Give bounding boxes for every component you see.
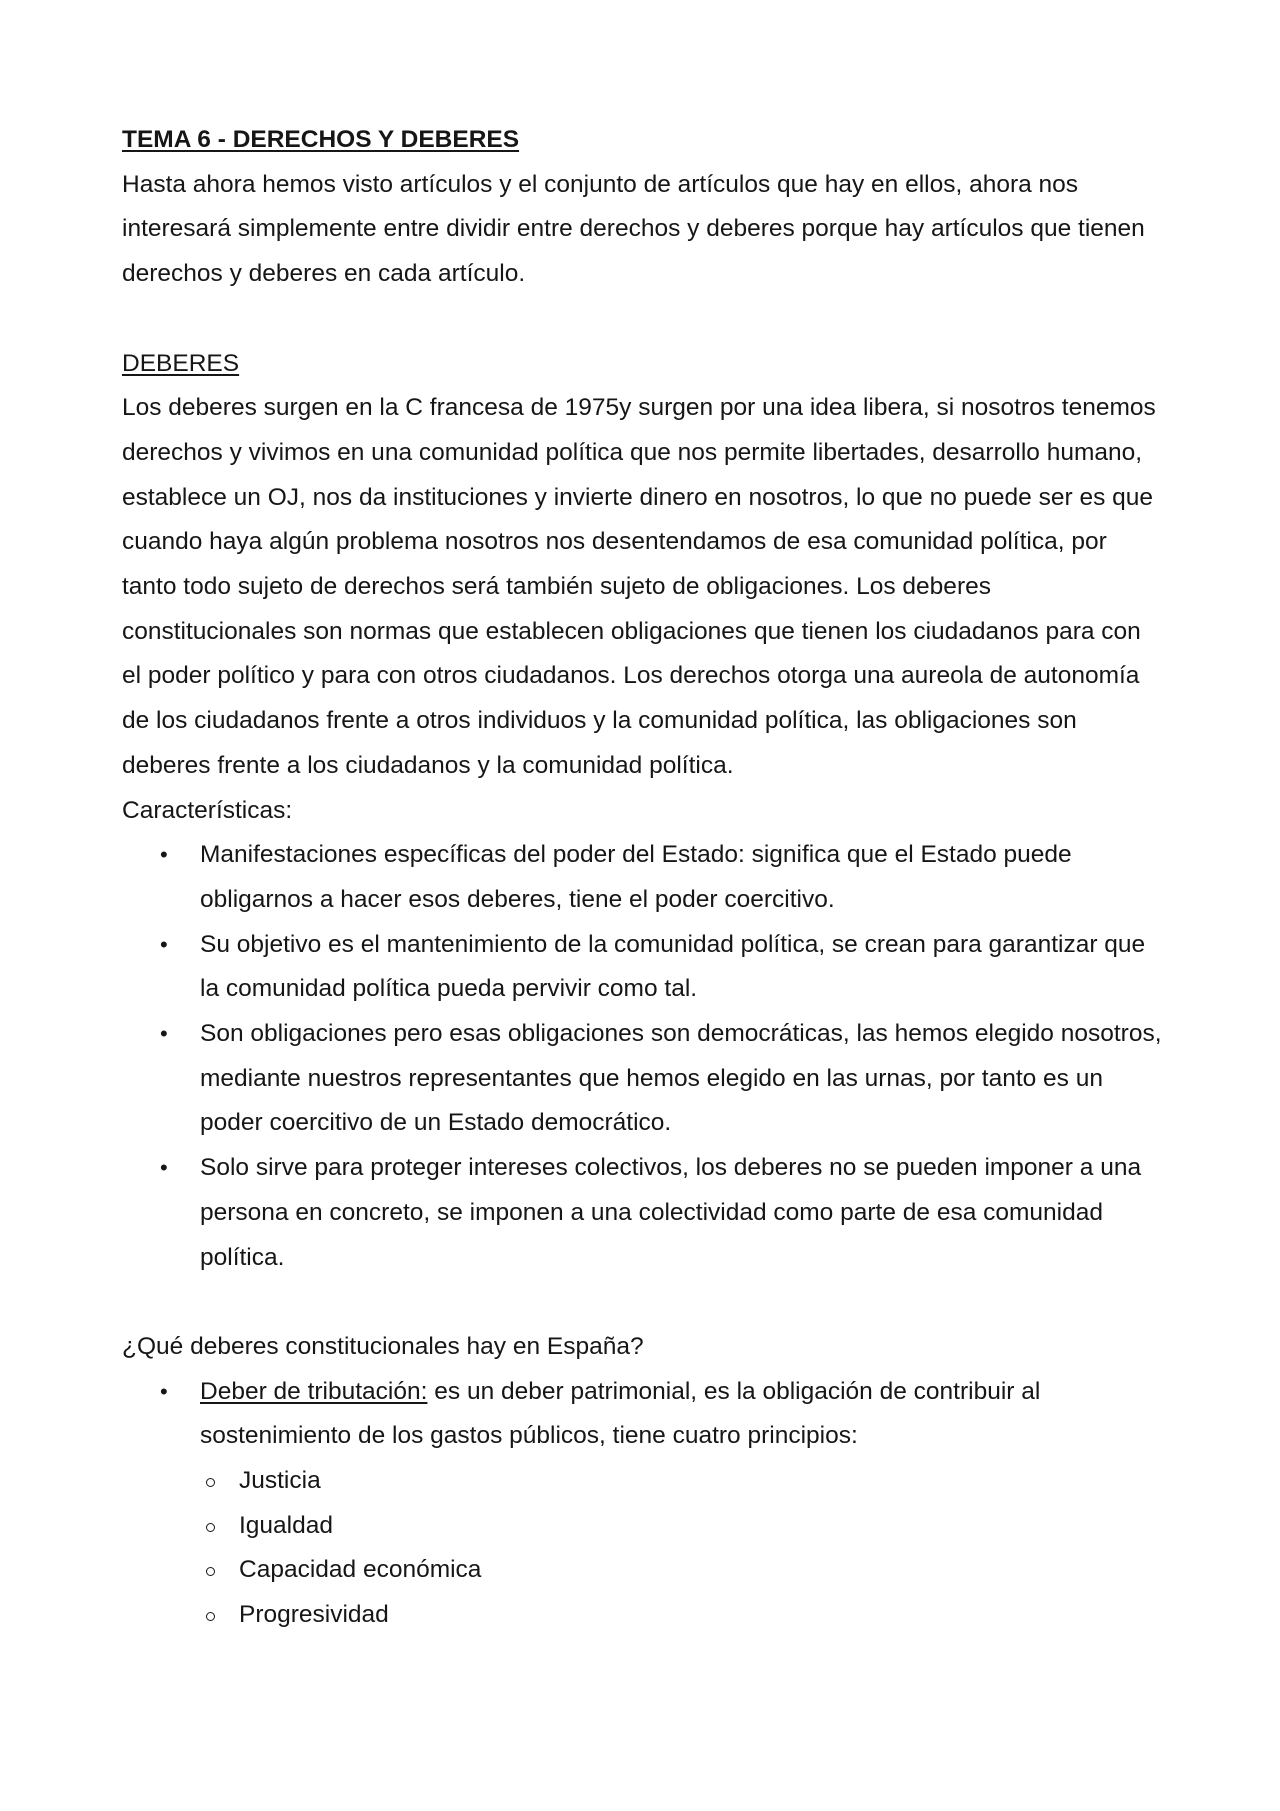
principle-text: Igualdad bbox=[239, 1511, 334, 1539]
blank-line bbox=[122, 1280, 1162, 1325]
list-item bbox=[122, 1370, 1162, 1638]
document-title: TEMA 6 - DERECHOS Y DEBERES bbox=[122, 126, 520, 153]
list-item-text: Solo sirve para proteger intereses colectivos, los deberes no se pueden imponer a una persona en concreto, se imponen a una colectividad como parte de esa comunidad política. bbox=[200, 1154, 1142, 1271]
sub-list-item bbox=[200, 1504, 1162, 1549]
bullet-icon: • bbox=[160, 842, 168, 868]
circle-bullet-icon bbox=[206, 1612, 215, 1621]
circle-bullet-icon bbox=[206, 1567, 215, 1576]
list-item bbox=[122, 1146, 1162, 1280]
sub-list-item bbox=[200, 1593, 1162, 1638]
tributacion-text: es un deber patrimonial, es la obligación de contribuir al sostenimiento de los gastos públicos, tiene cuatro principios: bbox=[200, 1377, 1041, 1450]
list-item bbox=[122, 833, 1162, 922]
blank-line bbox=[122, 297, 1162, 342]
list-item-text: Su objetivo es el mantenimiento de la comunidad política, se crean para garantizar que la comunidad política pueda pervivir como tal. bbox=[200, 930, 1146, 1003]
deberes-paragraph: Los deberes surgen en la C francesa de 1975y surgen por una idea libera, si nosotros tenemos derechos y vivimos en una comunidad política que nos permite libertades, desarrollo humano, establece un OJ, nos da instituciones y invierte dinero en nosotros, lo que no puede ser es que cuando haya algún problema nosotros nos desentendamos de esa comunidad política, por tanto todo sujeto de derechos será también sujeto de obligaciones. Los deberes constitucionales son normas que establecen obligaciones que tienen los ciudadanos para con el poder político y para con otros ciudadanos. Los derechos otorga una aureola de autonomía de los ciudadanos frente a otros individuos y la comunidad política, las obligaciones son deberes frente a los ciudadanos y la comunidad política. bbox=[122, 394, 1156, 779]
bullet-icon: • bbox=[160, 1021, 168, 1047]
document-page bbox=[122, 118, 1162, 1638]
bullet-icon: • bbox=[160, 1155, 168, 1181]
intro-paragraph: Hasta ahora hemos visto artículos y el conjunto de artículos que hay en ellos, ahora nos interesará simplemente entre dividir entre derechos y deberes porque hay artículos que tienen derechos y deberes en cada artículo. bbox=[122, 170, 1145, 288]
sub-list-item bbox=[200, 1548, 1162, 1593]
sub-list-item bbox=[200, 1459, 1162, 1504]
tributacion-label: Deber de tributación: bbox=[200, 1377, 428, 1405]
list-item-text: Manifestaciones específicas del poder del Estado: significa que el Estado puede obligarnos a hacer esos deberes, tiene el poder coercitivo. bbox=[200, 841, 1072, 913]
deberes-spain-list bbox=[122, 1370, 1162, 1638]
bullet-icon: • bbox=[160, 931, 168, 957]
circle-bullet-icon bbox=[206, 1478, 215, 1487]
bullet-icon: • bbox=[160, 1378, 168, 1404]
list-item bbox=[122, 1012, 1162, 1146]
principle-text: Capacidad económica bbox=[239, 1556, 482, 1584]
principle-text: Justicia bbox=[239, 1467, 321, 1495]
list-item-text: Son obligaciones pero esas obligaciones son democráticas, las hemos elegido nosotros, mediante nuestros representantes que hemos elegido en las urnas, por tanto es un poder coercitivo de un Estado democrático. bbox=[200, 1020, 1162, 1137]
deberes-heading: DEBERES bbox=[122, 349, 240, 377]
features-list bbox=[122, 833, 1162, 1280]
list-item bbox=[122, 923, 1162, 1012]
principle-text: Progresividad bbox=[239, 1601, 389, 1629]
principles-list bbox=[200, 1459, 1162, 1638]
circle-bullet-icon bbox=[206, 1523, 215, 1532]
features-label: Características: bbox=[122, 796, 293, 824]
question-line: ¿Qué deberes constitucionales hay en España? bbox=[122, 1332, 644, 1360]
